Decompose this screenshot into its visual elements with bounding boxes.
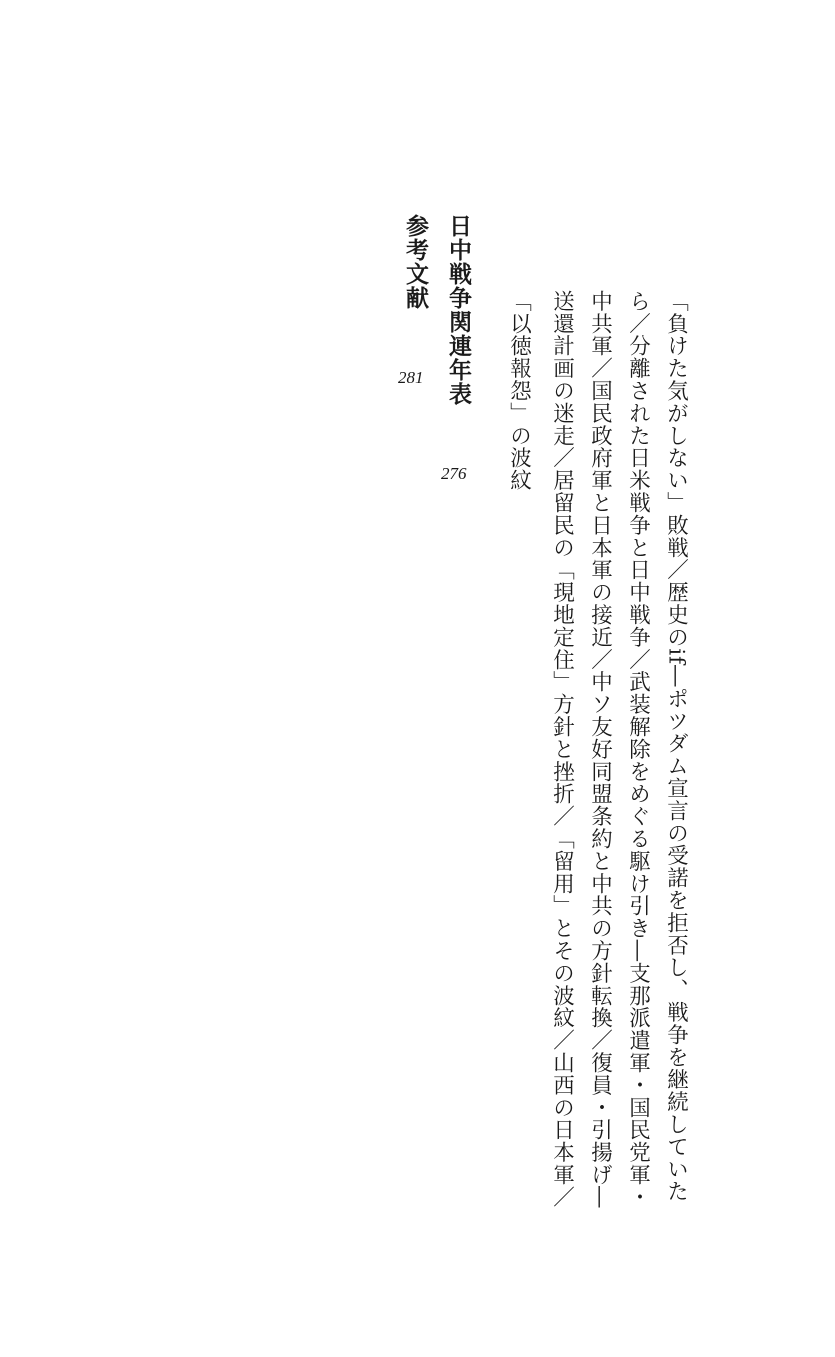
body-line-3: 中共軍／国民政府軍と日本軍の接近／中ソ友好同盟条約と中共の方針転換／復員・引揚げ―: [587, 290, 613, 1209]
chronology-page-number: 276: [441, 464, 467, 483]
references-page-number: 281: [398, 368, 424, 387]
body-line-2: ら／分離された日米戦争と日中戦争／武装解除をめぐる駆け引き―支那派遣軍・国民党軍・: [625, 290, 651, 1209]
references-heading: 参考文献: [402, 214, 428, 310]
body-line-1: 「負けた気がしない」敗戦／歴史のif―ポツダム宣言の受諾を拒否し、戦争を継続していた: [663, 290, 689, 1203]
body-line-5: 「以徳報怨」の波紋: [506, 290, 532, 492]
body-line-4: 送還計画の迷走／居留民の「現地定住」方針と挫折／「留用」とその波紋／山西の日本軍／: [549, 290, 575, 1209]
chronology-heading: 日中戦争関連年表: [445, 214, 471, 406]
